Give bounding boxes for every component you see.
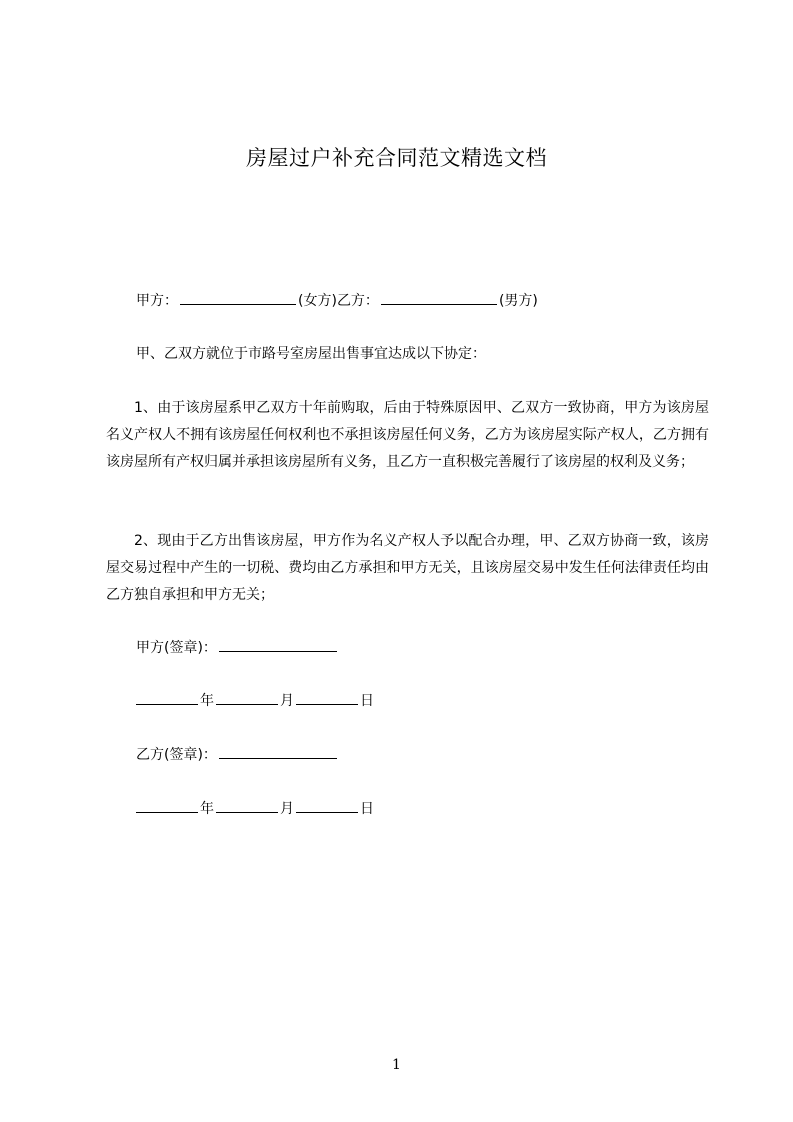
day-blank (296, 690, 358, 705)
party-a-name-blank (180, 290, 296, 305)
clause-2-paragraph: 2、现由于乙方出售该房屋，甲方作为名义产权人予以配合办理，甲、乙双方协商一致，该房屋交易过程中产生的一切税、费均由乙方承担和甲方无关，且该房屋交易中发生任何法律责任均由乙方独自承担和甲方无关； (106, 533, 709, 603)
month-blank (216, 798, 278, 813)
document-title: 房屋过户补充合同范文精选文档 (246, 146, 547, 170)
party-a-note: (女方) (298, 293, 337, 309)
parties-line (136, 290, 538, 311)
year-blank (136, 798, 198, 813)
party-a-date-line (136, 690, 374, 711)
party-b-signature-line (136, 744, 339, 765)
year-label: 年 (200, 801, 214, 817)
party-b-sign-label: 乙方(签章)： (136, 747, 217, 763)
intro-paragraph: 甲、乙双方就位于市路号室房屋出售事宜达成以下协定： (136, 346, 486, 362)
party-b-note: (男方) (498, 293, 538, 309)
party-b-date-line (136, 798, 374, 819)
month-label: 月 (280, 801, 294, 817)
party-b-name-blank (381, 290, 497, 305)
party-b-signature-blank (219, 744, 337, 759)
day-label: 日 (360, 801, 374, 817)
day-label: 日 (360, 693, 374, 709)
party-a-signature-line (136, 637, 339, 658)
party-a-sign-label: 甲方(签章)： (136, 640, 217, 656)
year-label: 年 (200, 693, 214, 709)
party-b-label: 乙方： (336, 293, 379, 309)
month-label: 月 (280, 693, 294, 709)
party-a-label: 甲方： (136, 293, 178, 309)
year-blank (136, 690, 198, 705)
day-blank (296, 798, 358, 813)
month-blank (216, 690, 278, 705)
clause-1-paragraph: 1、由于该房屋系甲乙双方十年前购取，后由于特殊原因甲、乙双方一致协商，甲方为该房屋名义产权人不拥有该房屋任何权利也不承担该房屋任何义务，乙方为该房屋实际产权人，乙方拥有该房屋所有产权归属并承担该房屋所有义务，且乙方一直积极完善履行了该房屋的权利及义务； (106, 400, 709, 470)
page-number: 1 (392, 1057, 401, 1073)
party-a-signature-blank (219, 637, 337, 652)
